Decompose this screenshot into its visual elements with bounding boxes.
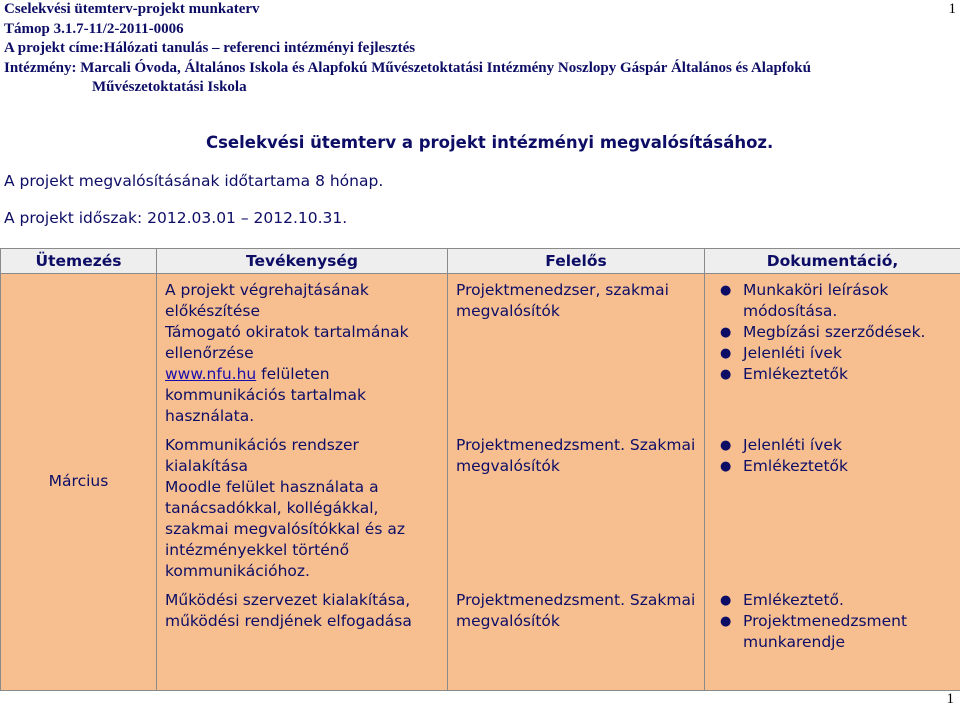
list-item: ● Megbízási szerződések. — [720, 323, 926, 341]
col-header-documentation: Dokumentáció, — [705, 249, 960, 274]
bullet-icon: ● — [720, 346, 732, 361]
bullet-icon: ● — [720, 325, 732, 340]
activity-text: Moodle felület használata a tanácsadókkal, kollégákkal, szakmai megvalósítókkal és az intézményekkel történő kommunikációhoz. — [165, 478, 405, 580]
header-line-1: Cselekvési ütemterv-projekt munkaterv — [4, 1, 260, 17]
table-row — [1, 274, 960, 430]
activity-text: A projekt végrehajtásának előkészítése — [165, 281, 369, 320]
documentation-cell — [705, 274, 960, 430]
activity-text: Támogató okiratok tartalmának ellenőrzése — [165, 323, 409, 362]
schedule-table — [0, 248, 960, 691]
header-line-5: Művészetoktatási Iskola — [92, 79, 247, 95]
bullet-icon: ● — [720, 438, 732, 453]
list-item: ● Projektmenedzsment munkarendje — [720, 612, 908, 651]
col-header-schedule: Ütemezés — [1, 249, 157, 274]
col-header-activity: Tevékenység — [157, 249, 448, 274]
bullet-icon: ● — [720, 459, 732, 474]
nfu-link[interactable]: www.nfu.hu — [165, 365, 257, 383]
header-line-3: A projekt címe:Hálózati tanulás – referenci intézményi fejlesztés — [4, 40, 416, 56]
document-header — [4, 0, 904, 98]
responsible-cell: Projektmenedzsment. Szakmai megvalósítók — [448, 429, 705, 584]
documentation-cell — [705, 584, 960, 690]
header-line-2: Támop 3.1.7-11/2-2011-0006 — [4, 20, 184, 37]
table-header-row — [1, 249, 960, 274]
project-period: A projekt időszak: 2012.03.01 – 2012.10.31. — [4, 209, 348, 227]
bullet-icon: ● — [720, 367, 732, 382]
activity-cell — [157, 429, 448, 584]
month-cell: Március — [1, 274, 157, 691]
responsible-cell: Projektmenedzser, szakmai megvalósítók — [448, 274, 705, 430]
page-number-top: 1 — [948, 1, 956, 17]
list-item: ● Emlékeztető. — [720, 591, 844, 609]
bullet-icon: ● — [720, 614, 732, 629]
list-item: ● Emlékeztetők — [720, 365, 848, 383]
list-item: ● Jelenléti ívek — [720, 344, 842, 362]
activity-cell — [157, 274, 448, 430]
documentation-cell — [705, 429, 960, 584]
activity-cell — [157, 584, 448, 690]
col-header-responsible: Felelős — [448, 249, 705, 274]
responsible-cell: Projektmenedzsment. Szakmai megvalósítók — [448, 584, 705, 690]
header-line-4: Intézmény: Marcali Óvoda, Általános Iskola és Alapfokú Művészetoktatási Intézmény Noszlopy Gáspár Általános és Alapfokú — [4, 59, 811, 76]
bullet-icon: ● — [720, 593, 732, 608]
page-title: Cselekvési ütemterv a projekt intézményi megvalósításához. — [206, 133, 774, 152]
list-item: ● Emlékeztetők — [720, 457, 848, 475]
activity-text: felületen kommunikációs tartalmak használata. — [165, 365, 366, 425]
list-item: ● Jelenléti ívek — [720, 436, 842, 454]
bullet-icon: ● — [720, 283, 732, 298]
activity-text: Kommunikációs rendszer kialakítása — [165, 436, 359, 475]
page-number-bottom: 1 — [946, 691, 954, 707]
activity-text: Működési szervezet kialakítása, működési rendjének elfogadása — [165, 591, 412, 630]
project-duration: A projekt megvalósításának időtartama 8 hónap. — [4, 172, 384, 190]
list-item: ● Munkaköri leírások módosítása. — [720, 281, 889, 320]
